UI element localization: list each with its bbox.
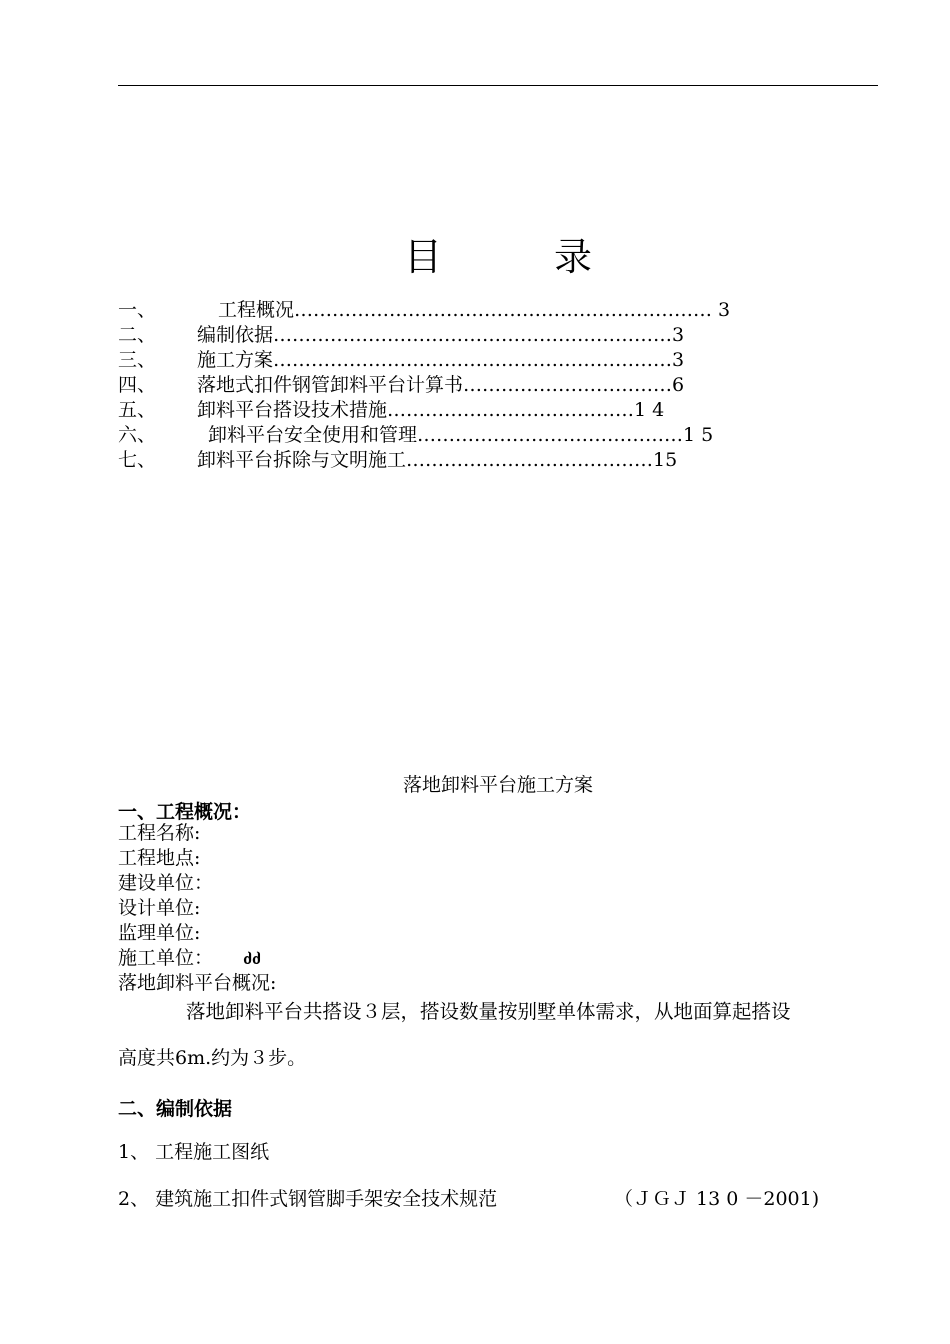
document-title: 落地卸料平台施工方案 [402,774,593,796]
basis-item: 1、 工程施工图纸 [118,1141,270,1163]
section-heading-overview: 一、工程概况： [118,801,252,823]
toc-item-text: 卸料平台安全使用和管理……………………………………1 5 [208,424,714,446]
toc-item-text: 卸料平台拆除与文明施工…………………………………15 [197,449,678,471]
field-owner-unit: 建设单位： [118,872,214,894]
overview-paragraph-line2: 高度共6m.约为３步。 [118,1047,307,1069]
toc-item-number: 四、 [118,374,157,396]
basis-item-code: （ＪＧＪ 13 0 －2001) [614,1188,820,1210]
field-construction-unit [118,946,261,973]
field-project-location: 工程地点: [118,847,201,869]
toc-item-text: 编制依据………………………………………………………3 [197,324,685,346]
toc-item-number: 七、 [118,449,157,471]
toc-item-number: 一、 [118,299,157,321]
toc-item-number: 五、 [118,399,157,421]
basis-item [118,1187,820,1212]
section-heading-basis: 二、编制依据 [118,1098,233,1120]
toc-item-text: 工程概况………………………………………………………… 3 [218,299,731,321]
field-supervision-unit: 监理单位: [118,922,201,944]
toc-title-char-1: 目 [404,235,443,279]
toc-item-number: 二、 [118,324,157,346]
toc-title-char-2: 录 [554,235,593,279]
toc-item-text: 卸料平台搭设技术措施…………………………………1 4 [197,399,665,421]
toc-item-text: 施工方案………………………………………………………3 [197,349,685,371]
basis-item-text: 2、 建筑施工扣件式钢管脚手架安全技术规范 [118,1188,498,1210]
field-project-name: 工程名称: [118,822,201,844]
field-construction-unit-value: ძძ [243,952,262,968]
header-rule [118,85,878,86]
toc-item-text: 落地式扣件钢管卸料平台计算书……………………………6 [197,374,685,396]
toc-item-number: 三、 [118,349,157,371]
overview-paragraph-line1: 落地卸料平台共搭设３层，搭设数量按别墅单体需求，从地面算起搭设 [186,1000,791,1023]
field-design-unit: 设计单位: [118,897,201,919]
toc-item-number: 六、 [118,424,157,446]
field-platform-overview: 落地卸料平台概况: [118,972,277,994]
field-construction-unit-label: 施工单位： [118,947,214,969]
